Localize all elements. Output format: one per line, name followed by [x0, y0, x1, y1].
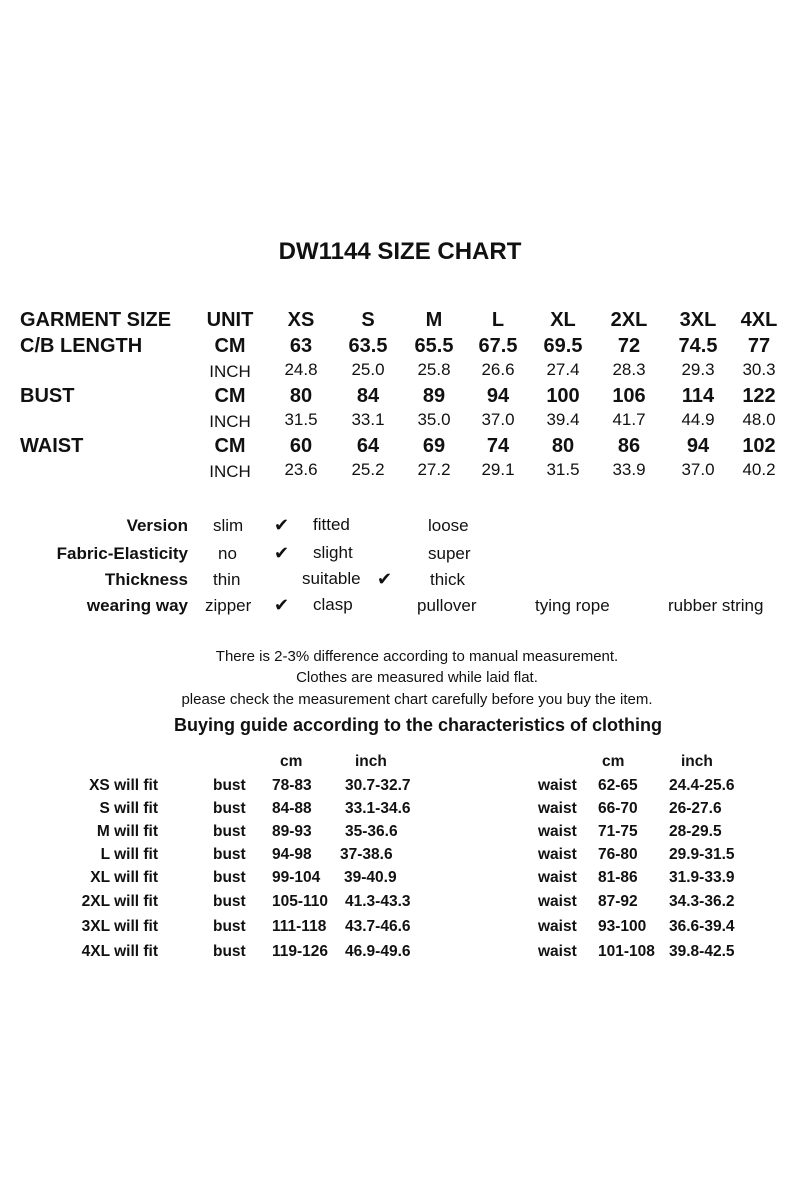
elasticity-option-no: no [218, 544, 237, 563]
cb-length-inch-2xl: 28.3 [612, 360, 646, 379]
thickness-check-icon: ✔ [377, 569, 393, 589]
wearing-check-icon: ✔ [274, 595, 290, 615]
guide-waist-inch-s: 26-27.6 [669, 800, 722, 817]
unit-header: UNIT [206, 309, 254, 331]
waist-inch-4xl: 40.2 [742, 460, 776, 479]
bust-cm-2xl: 106 [612, 385, 646, 407]
waist-cm-m: 69 [422, 435, 446, 457]
waist-cm-s: 64 [356, 435, 380, 457]
thickness-option-thin: thin [213, 570, 241, 589]
thickness-option-thick: thick [430, 570, 465, 589]
waist-inch-xl: 31.5 [546, 460, 580, 479]
guide-waist-inch-m: 28-29.5 [669, 823, 722, 840]
guide-waist-label-3xl: waist [538, 918, 577, 935]
cb-length-inch-3xl: 29.3 [681, 360, 715, 379]
waist-unit-cm: CM [214, 435, 246, 457]
waist-inch-s: 25.2 [351, 460, 385, 479]
elasticity-option-slight: slight [313, 543, 353, 562]
guide-bust-cm-header: cm [280, 753, 303, 770]
bust-inch-xl: 39.4 [546, 410, 580, 429]
note-laid-flat: Clothes are measured while laid flat. [296, 669, 538, 686]
cb-length-inch-l: 26.6 [481, 360, 515, 379]
waist-cm-xs: 60 [289, 435, 313, 457]
guide-bust-inch-m: 35-36.6 [345, 823, 398, 840]
bust-inch-s: 33.1 [351, 410, 385, 429]
size-header-4xl: 4XL [740, 309, 778, 331]
version-check-icon: ✔ [274, 515, 290, 535]
guide-bust-label-l: bust [213, 846, 246, 863]
guide-fit-s: S will fit [99, 800, 158, 817]
waist-inch-3xl: 37.0 [681, 460, 715, 479]
guide-waist-inch-xl: 31.9-33.9 [669, 869, 735, 886]
version-option-slim: slim [213, 516, 244, 535]
waist-inch-2xl: 33.9 [612, 460, 646, 479]
guide-fit-3xl: 3XL will fit [81, 918, 158, 935]
guide-bust-cm-xs: 78-83 [272, 777, 312, 794]
bust-cm-m: 89 [422, 385, 446, 407]
cb-length-cm-s: 63.5 [348, 335, 388, 357]
bust-inch-3xl: 44.9 [681, 410, 715, 429]
guide-waist-cm-header: cm [602, 753, 625, 770]
guide-waist-inch-xs: 24.4-25.6 [669, 777, 735, 794]
guide-waist-inch-4xl: 39.8-42.5 [669, 943, 735, 960]
bust-inch-xs: 31.5 [284, 410, 318, 429]
guide-waist-label-l: waist [538, 846, 577, 863]
wearing-option-clasp: clasp [313, 595, 353, 614]
waist-inch-xs: 23.6 [284, 460, 318, 479]
guide-waist-cm-xl: 81-86 [598, 869, 638, 886]
guide-waist-inch-3xl: 36.6-39.4 [669, 918, 735, 935]
guide-bust-label-xs: bust [213, 777, 246, 794]
thickness-option-suitable: suitable [302, 569, 361, 588]
size-header-s: S [361, 309, 375, 331]
cb-length-inch-4xl: 30.3 [742, 360, 776, 379]
waist-cm-3xl: 94 [686, 435, 710, 457]
guide-waist-label-xl: waist [538, 869, 577, 886]
cb-length-cm-xs: 63 [289, 335, 313, 357]
cb-length-inch-xl: 27.4 [546, 360, 580, 379]
thickness-label: Thickness [104, 570, 188, 589]
bust-cm-l: 94 [486, 385, 510, 407]
cb-length-cm-m: 65.5 [414, 335, 454, 357]
guide-fit-m: M will fit [96, 823, 158, 840]
waist-unit-inch: INCH [209, 462, 251, 481]
guide-bust-cm-l: 94-98 [272, 846, 312, 863]
guide-bust-inch-xl: 39-40.9 [344, 869, 397, 886]
waist-cm-l: 74 [486, 435, 510, 457]
cb-length-unit-inch: INCH [209, 362, 251, 381]
guide-fit-2xl: 2XL will fit [81, 893, 158, 910]
guide-bust-cm-xl: 99-104 [272, 869, 321, 886]
guide-bust-inch-l: 37-38.6 [340, 846, 393, 863]
waist-cm-4xl: 102 [742, 435, 776, 457]
bust-inch-m: 35.0 [417, 410, 451, 429]
bust-cm-4xl: 122 [742, 385, 776, 407]
guide-waist-label-4xl: waist [538, 943, 577, 960]
guide-fit-4xl: 4XL will fit [81, 943, 158, 960]
guide-bust-inch-header: inch [355, 753, 387, 770]
cb-length-cm-l: 67.5 [478, 335, 518, 357]
elasticity-option-super: super [428, 544, 471, 563]
size-header-3xl: 3XL [679, 309, 717, 331]
guide-waist-inch-2xl: 34.3-36.2 [669, 893, 735, 910]
guide-waist-label-2xl: waist [538, 893, 577, 910]
guide-bust-cm-s: 84-88 [272, 800, 312, 817]
size-header-xs: XS [287, 309, 315, 331]
version-option-loose: loose [428, 516, 469, 535]
cb-length-inch-xs: 24.8 [284, 360, 318, 379]
guide-waist-label-m: waist [538, 823, 577, 840]
bust-cm-3xl: 114 [681, 385, 715, 407]
page-title: DW1144 SIZE CHART [278, 238, 522, 265]
guide-waist-label-xs: waist [538, 777, 577, 794]
guide-bust-inch-s: 33.1-34.6 [345, 800, 411, 817]
size-header-2xl: 2XL [610, 309, 648, 331]
cb-length-cm-2xl: 72 [617, 335, 641, 357]
waist-cm-xl: 80 [551, 435, 575, 457]
bust-cm-xs: 80 [289, 385, 313, 407]
size-header-l: L [491, 309, 505, 331]
wearing-option-tying-rope: tying rope [535, 596, 610, 615]
bust-inch-4xl: 48.0 [742, 410, 776, 429]
guide-waist-cm-3xl: 93-100 [598, 918, 647, 935]
guide-waist-inch-header: inch [681, 753, 713, 770]
cb-length-cm-4xl: 77 [747, 335, 771, 357]
waist-cm-2xl: 86 [617, 435, 641, 457]
waist-inch-m: 27.2 [417, 460, 451, 479]
cb-length-inch-s: 25.0 [351, 360, 385, 379]
guide-waist-cm-4xl: 101-108 [598, 943, 655, 960]
guide-bust-label-m: bust [213, 823, 246, 840]
guide-bust-label-xl: bust [213, 869, 246, 886]
wearing-option-pullover: pullover [417, 596, 477, 615]
waist-label: WAIST [20, 435, 84, 457]
guide-fit-xs: XS will fit [89, 777, 158, 794]
cb-length-label: C/B LENGTH [20, 335, 143, 357]
cb-length-cm-xl: 69.5 [543, 335, 583, 357]
fabric-elasticity-label: Fabric-Elasticity [56, 544, 188, 563]
bust-cm-s: 84 [356, 385, 380, 407]
wearing-option-zipper: zipper [205, 596, 252, 615]
bust-label: BUST [20, 385, 75, 407]
guide-bust-cm-m: 89-93 [272, 823, 312, 840]
bust-inch-l: 37.0 [481, 410, 515, 429]
wearing-way-label: wearing way [86, 596, 188, 615]
guide-bust-inch-2xl: 41.3-43.3 [345, 893, 411, 910]
bust-unit-inch: INCH [209, 412, 251, 431]
guide-bust-cm-2xl: 105-110 [272, 893, 329, 910]
guide-bust-label-4xl: bust [213, 943, 246, 960]
bust-cm-xl: 100 [546, 385, 580, 407]
size-header-xl: XL [550, 309, 576, 331]
guide-bust-cm-3xl: 111-118 [272, 918, 327, 935]
note-difference: There is 2-3% difference according to manual measurement. [215, 648, 619, 665]
guide-bust-label-3xl: bust [213, 918, 246, 935]
guide-bust-label-2xl: bust [213, 893, 246, 910]
garment-size-header: GARMENT SIZE [20, 309, 172, 331]
note-check-chart: please check the measurement chart carefully before you buy the item. [181, 691, 653, 708]
bust-inch-2xl: 41.7 [612, 410, 646, 429]
guide-bust-inch-4xl: 46.9-49.6 [345, 943, 411, 960]
guide-bust-inch-xs: 30.7-32.7 [345, 777, 411, 794]
guide-waist-cm-s: 66-70 [598, 800, 638, 817]
bust-unit-cm: CM [214, 385, 246, 407]
cb-length-inch-m: 25.8 [417, 360, 451, 379]
guide-waist-cm-m: 71-75 [598, 823, 638, 840]
waist-inch-l: 29.1 [481, 460, 515, 479]
cb-length-cm-3xl: 74.5 [678, 335, 718, 357]
cb-length-unit-cm: CM [214, 335, 246, 357]
elasticity-check-icon: ✔ [274, 543, 290, 563]
wearing-option-rubber-string: rubber string [668, 596, 764, 615]
guide-bust-inch-3xl: 43.7-46.6 [345, 918, 411, 935]
guide-waist-label-s: waist [538, 800, 577, 817]
guide-bust-label-s: bust [213, 800, 246, 817]
guide-fit-xl: XL will fit [90, 869, 158, 886]
guide-waist-cm-2xl: 87-92 [598, 893, 638, 910]
guide-bust-cm-4xl: 119-126 [272, 943, 329, 960]
size-header-m: M [425, 309, 443, 331]
guide-waist-cm-l: 76-80 [598, 846, 638, 863]
guide-fit-l: L will fit [100, 846, 158, 863]
guide-waist-cm-xs: 62-65 [598, 777, 638, 794]
version-label: Version [126, 516, 188, 535]
guide-waist-inch-l: 29.9-31.5 [669, 846, 735, 863]
buying-guide-title: Buying guide according to the characteristics of clothing [173, 715, 663, 735]
version-option-fitted: fitted [313, 515, 350, 534]
